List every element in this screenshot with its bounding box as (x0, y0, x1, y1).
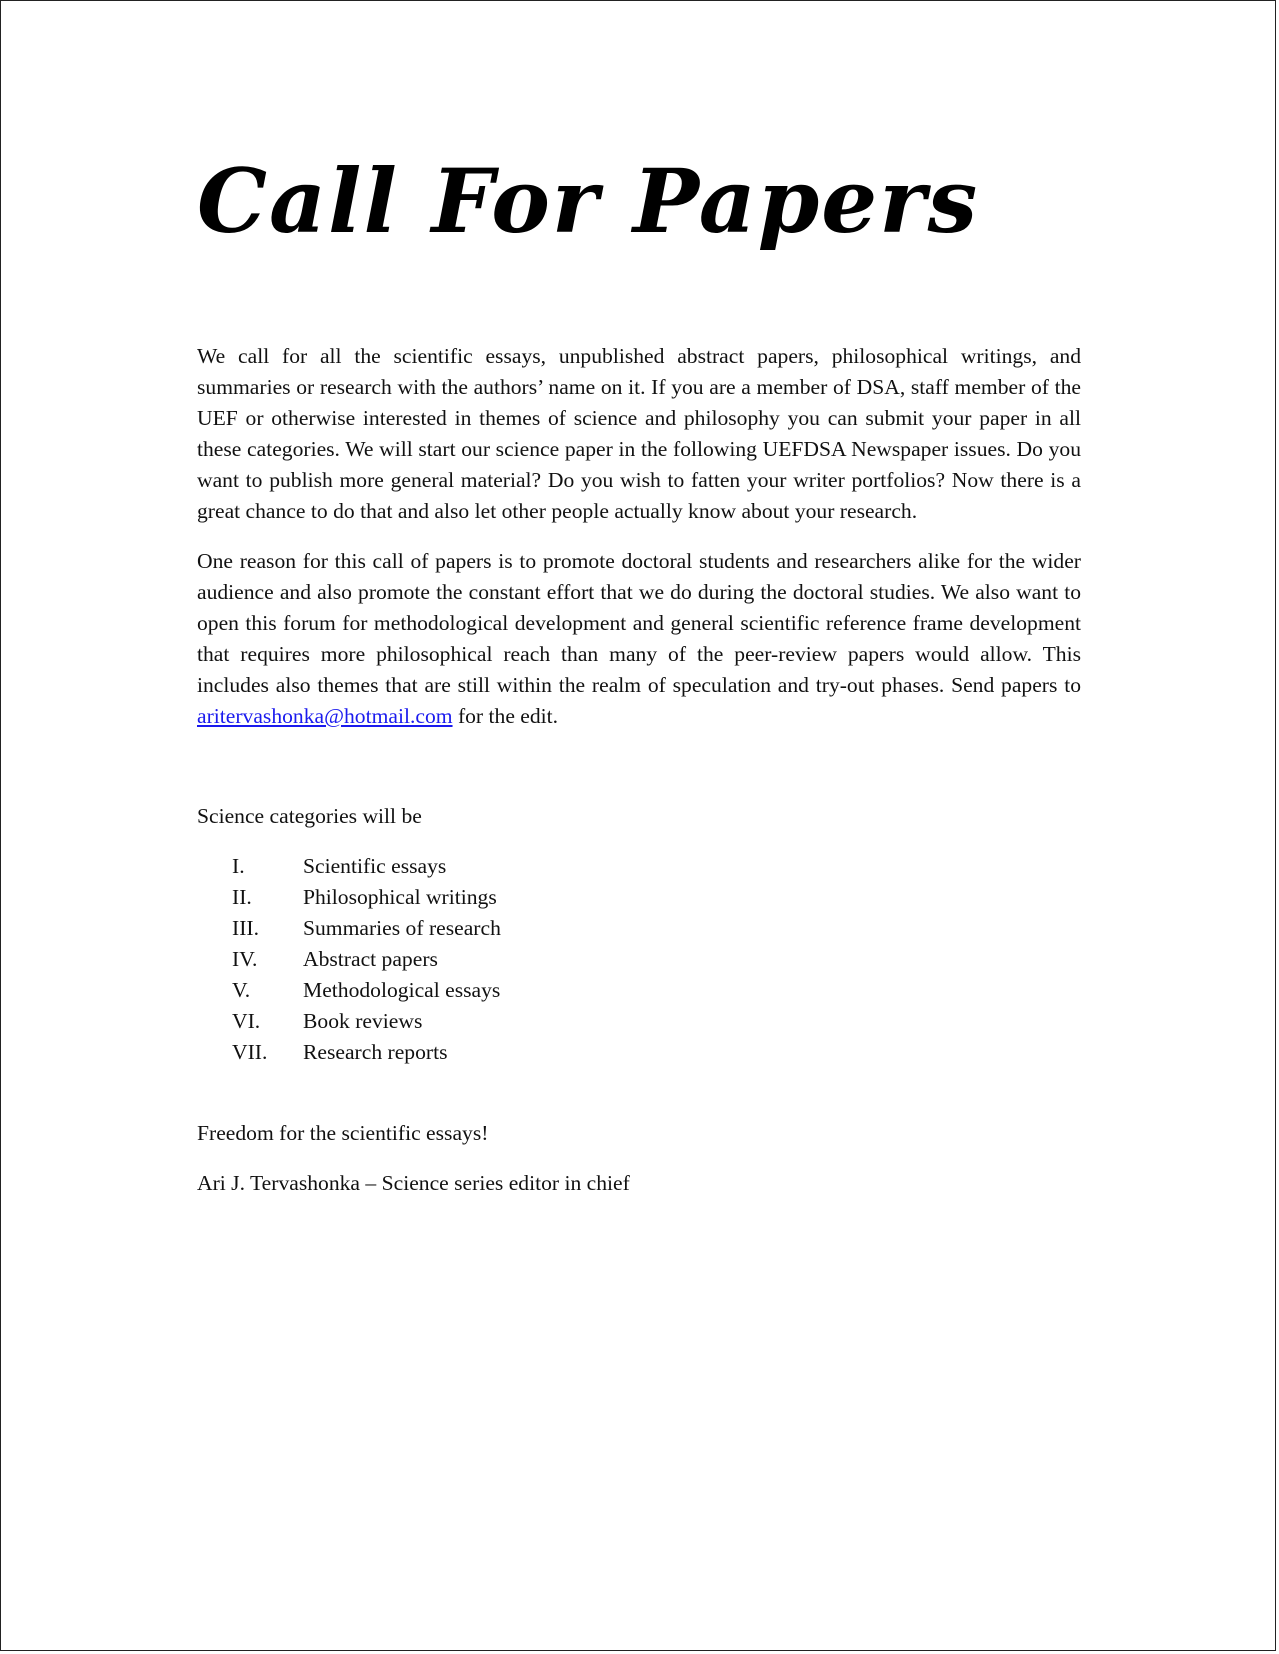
category-number: IV. (232, 947, 258, 971)
page-title: Call For Papers (197, 149, 980, 253)
category-label: Research reports (303, 1040, 448, 1064)
category-number: V. (232, 978, 251, 1002)
category-item (197, 851, 1081, 882)
category-label: Summaries of research (303, 916, 501, 940)
category-label: Abstract papers (303, 947, 438, 971)
category-item (197, 1037, 1081, 1068)
category-label: Methodological essays (303, 978, 501, 1002)
category-label: Philosophical writings (303, 885, 497, 909)
signature-line: Ari J. Tervashonka – Science series editor in chief (197, 1171, 630, 1195)
category-label: Scientific essays (303, 854, 447, 878)
category-label: Book reviews (303, 1009, 423, 1033)
category-number: VII. (232, 1040, 268, 1064)
reason-text: One reason for this call of papers is to promote doctoral students and researchers alike for the wider audience and also promote the constant effort that we do during the doctoral studies. We also want to open this forum for methodological development and general scientific reference frame development that requires more philosophical reach than many of the peer-review papers would allow. This includes also themes that are still within the realm of speculation and try-out phases. Send papers to (197, 549, 1081, 697)
reason-paragraph (197, 546, 1081, 732)
intro-paragraph: We call for all the scientific essays, unpublished abstract papers, philosophical writings, and summaries or research with the authors’ name on it. If you are a member of DSA, staff member of the UEF or otherwise interested in themes of science and philosophy you can submit your paper in all these categories. We will start our science paper in the following UEFDSA Newspaper issues. Do you want to publish more general material? Do you wish to fatten your writer portfolios? Now there is a great chance to do that and also let other people actually know about your research. (197, 344, 1081, 523)
category-item (197, 913, 1081, 944)
category-item (197, 1006, 1081, 1037)
category-number: VI. (232, 1009, 261, 1033)
category-number: I. (232, 854, 245, 878)
closing-line: Freedom for the scientific essays! (197, 1121, 489, 1145)
email-link[interactable]: aritervashonka@hotmail.com (197, 704, 453, 728)
category-item (197, 882, 1081, 913)
categories-list (197, 851, 1081, 1068)
document-content (197, 151, 1081, 1199)
category-item (197, 975, 1081, 1006)
category-number: II. (232, 885, 252, 909)
category-item (197, 944, 1081, 975)
reason-text-end: for the edit. (452, 704, 559, 728)
categories-heading: Science categories will be (197, 804, 422, 828)
category-number: III. (232, 916, 259, 940)
